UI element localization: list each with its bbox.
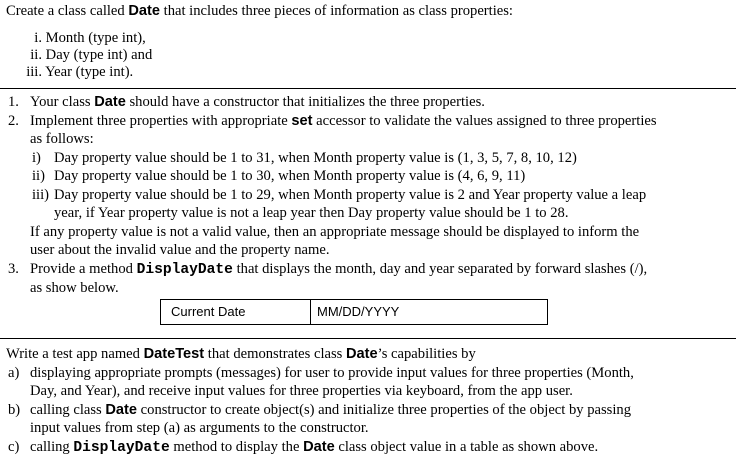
req2-line2: as follows: [30,131,94,147]
table-label-cell: Current Date [161,300,311,324]
req1-bold: Date [94,94,126,110]
test-b-line2: input values from step (a) as arguments to the constructor. [30,420,369,436]
test-app-name: DateTest [143,346,205,362]
test-class-name: Date [346,346,378,362]
test-intro [6,346,476,363]
property-marker: i. [34,30,42,46]
requirement-2 [8,113,657,130]
req2-note-1: If any property value is not a valid value, then an appropriate message should be displayed to inform the [30,224,640,240]
req1-marker: 1. [8,94,19,110]
test-c-marker: c) [8,439,20,455]
test-b-marker: b) [8,402,21,418]
sub-marker: iii) [32,187,50,203]
test-a-marker: a) [8,365,20,381]
req2-marker: 2. [8,113,19,129]
sub-text: Day property value should be 1 to 29, when Month property value is 2 and Year property value a leap [54,187,647,203]
sub-marker: i) [32,150,41,166]
property-text: Month (type int), [45,30,146,46]
req2-sub-cont: year, if Year property value is not a leap year then Day property value should be 1 to 28. [54,205,569,221]
intro-line [6,3,513,20]
test-c-post: class object value in a table as shown above. [334,439,599,455]
test-a-line1: displaying appropriate prompts (messages) for user to provide input values for three properties (Month, [30,365,634,381]
requirement-1 [8,94,485,111]
req2-line1-post: accessor to validate the values assigned to three properties [312,113,657,129]
test-pre: Write a test app named [6,346,144,362]
test-item-b [8,402,631,419]
section-divider [0,338,736,339]
test-item-c [8,439,598,457]
test-mid: that demonstrates class [204,346,347,362]
req2-sub-item [32,187,646,204]
req3-post: that displays the month, day and year separated by forward slashes (/), [232,261,648,277]
table-value-cell: MM/DD/YYYY [317,304,400,319]
sub-text: Day property value should be 1 to 30, when Month property value is (4, 6, 9, 11) [54,168,526,184]
test-b-post: constructor to create object(s) and initialize three properties of the object by passing [137,402,632,418]
req2-sub-item [32,150,577,167]
sub-marker: ii) [32,168,45,184]
req2-line1-pre: Implement three properties with appropriate [30,113,292,129]
test-b-pre: calling class [30,402,106,418]
intro-pre: Create a class called [6,3,129,19]
intro-post: that includes three pieces of information as class properties: [160,3,513,19]
property-marker: iii. [26,64,42,80]
test-c-method: DisplayDate [73,440,170,456]
req3-pre: Provide a method [30,261,137,277]
property-marker: ii. [30,47,42,63]
property-list-item [20,30,146,47]
section-divider [0,88,736,89]
test-a-line2: Day, and Year), and receive input values for three properties via keyboard, from the app user. [30,383,573,399]
requirement-3 [8,261,647,279]
req1-pre: Your class [30,94,95,110]
test-c-mid: method to display the [169,439,304,455]
req2-sub-item [32,168,525,185]
test-c-bold: Date [303,439,335,455]
test-b-bold: Date [105,402,138,418]
req3-marker: 3. [8,261,19,277]
req2-line1-bold: set [291,113,313,129]
test-post: ’s capabilities by [377,346,476,362]
date-table [160,299,548,325]
test-item-a [8,365,634,382]
test-c-pre: calling [30,439,74,455]
req3-line2: as show below. [30,280,119,296]
req2-note-2: user about the invalid value and the property name. [30,242,330,258]
property-text: Day (type int) and [45,47,153,63]
property-list-item [20,64,133,81]
req3-method: DisplayDate [136,262,233,278]
property-list-item [20,47,152,64]
intro-class-name: Date [128,3,160,19]
req1-post: should have a constructor that initializes the three properties. [125,94,485,110]
property-text: Year (type int). [45,64,134,80]
sub-text: Day property value should be 1 to 31, when Month property value is (1, 3, 5, 7, 8, 10, 12) [54,150,577,166]
